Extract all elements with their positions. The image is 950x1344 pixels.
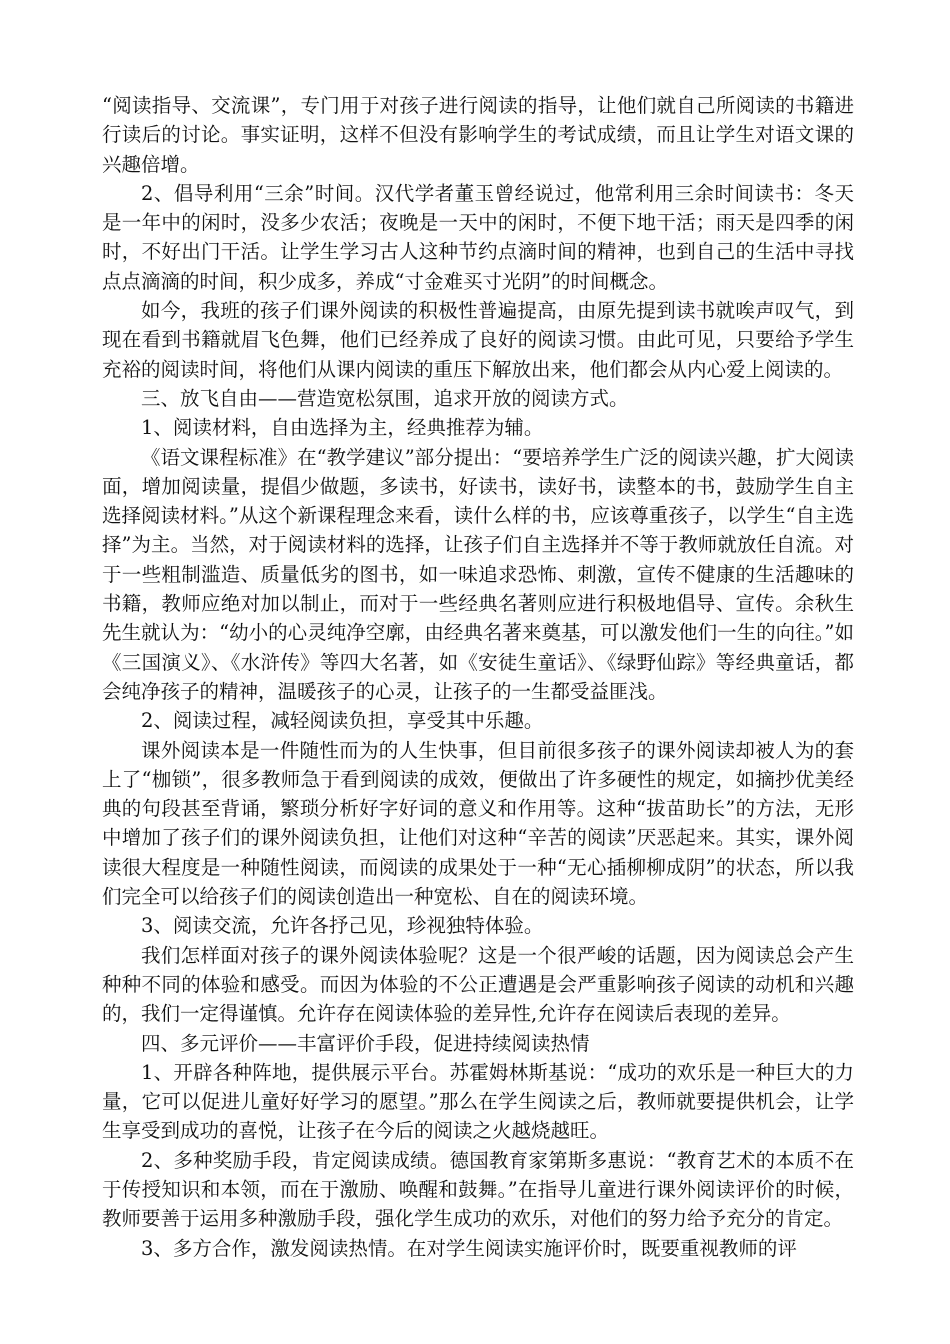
paragraph: 1、开辟各种阵地，提供展示平台。苏霍姆林斯基说：“成功的欢乐是一种巨大的力量，它可以促进儿童好好学习的愿望。”那么在学生阅读之后，教师就要提供机会，让学生享受到成功的喜悦，让孩子在今后的阅读之火越烧越旺。 bbox=[102, 1060, 854, 1143]
subsection-heading: 3、阅读交流，允许各抒己见，珍视独特体验。 bbox=[141, 914, 544, 938]
paragraph: 如今，我班的孩子们课外阅读的积极性普遍提高，由原先提到读书就唉声叹气，到现在看到书籍就眉飞色舞，他们已经养成了良好的阅读习惯。由此可见，只要给予学生充裕的阅读时间，将他们从课内阅读的重压下解放出来，他们都会从内心爱上阅读的。 bbox=[102, 299, 854, 381]
paragraph: 3、多方合作，激发阅读热情。在对学生阅读实施评价时，既要重视教师的评 bbox=[141, 1236, 797, 1260]
section-heading: 三、放飞自由——营造宽松氛围，追求开放的阅读方式。 bbox=[141, 386, 629, 410]
subsection-heading: 2、阅读过程，减轻阅读负担，享受其中乐趣。 bbox=[141, 709, 544, 733]
paragraph: 我们怎样面对孩子的课外阅读体验呢？这是一个很严峻的话题，因为阅读总会产生种种不同的体验和感受。而因为体验的不公正遭遇是会严重影响孩子阅读的动机和兴趣的，我们一定得谨慎。允许存在阅读体验的差异性,允许存在阅读后表现的差异。 bbox=[102, 943, 854, 1026]
paragraph: 《语文课程标准》在“教学建议”部分提出：“要培养学生广泛的阅读兴趣，扩大阅读面，增加阅读量，提倡少做题，多读书，好读书，读好书，读整本的书，鼓励学生自主选择阅读材料。”从这个新课程理念来看，读什么样的书，应该尊重孩子，以学生“自主选择”为主。当然，对于阅读材料的选择，让孩子们自主选择并不等于教师就放任自流。对于一些粗制滥造、质量低劣的图书，如一味追求恐怖、刺激，宣传不健康的生活趣味的书籍，教师应绝对加以制止，而对于一些经典名著则应进行积极地倡导、宣传。余秋生先生就认为：“幼小的心灵纯净空廓，由经典名著来奠基，可以激发他们一生的向往。”如《三国演义》、《水浒传》等四大名著，如《安徒生童话》、《绿野仙踪》等经典童话，都会纯净孩子的精神，温暖孩子的心灵，让孩子的一生都受益匪浅。 bbox=[102, 445, 854, 703]
paragraph: “阅读指导、交流课”，专门用于对孩子进行阅读的指导，让他们就自己所阅读的书籍进行读后的讨论。事实证明，这样不但没有影响学生的考试成绩，而且让学生对语文课的兴趣倍增。 bbox=[102, 94, 854, 176]
document-body bbox=[102, 91, 854, 1263]
subsection-heading: 1、阅读材料，自由选择为主，经典推荐为辅。 bbox=[141, 416, 544, 440]
paragraph: 2、倡导利用“三余”时间。汉代学者董玉曾经说过，他常利用三余时间读书：冬天是一年中的闲时，没多少农活；夜晚是一天中的闲时，不便下地干活；雨天是四季的闲时，不好出门干活。让学生学习古人这种节约点滴时间的精神，也到自己的生活中寻找点点滴滴的时间，积少成多，养成“寸金难买寸光阴”的时间概念。 bbox=[102, 181, 854, 293]
paragraph: 2、多种奖励手段，肯定阅读成绩。德国教育家第斯多惠说：“教育艺术的本质不在于传授知识和本领，而在于激励、唤醒和鼓舞。”在指导儿童进行课外阅读评价的时候，教师要善于运用多种激励手段，强化学生成功的欢乐，对他们的努力给予充分的肯定。 bbox=[102, 1148, 854, 1231]
section-heading: 四、多元评价——丰富评价手段，促进持续阅读热情 bbox=[141, 1031, 590, 1055]
paragraph: 课外阅读本是一件随性而为的人生快事，但目前很多孩子的课外阅读却被人为的套上了“枷锁”，很多教师急于看到阅读的成效，便做出了许多硬性的规定，如摘抄优美经典的句段甚至背诵，繁琐分析好字好词的意义和作用等。这种“拔苗助长”的方法，无形中增加了孩子们的课外阅读负担，让他们对这种“辛苦的阅读”厌恶起来。其实，课外阅读很大程度是一种随性阅读，而阅读的成果处于一种“无心插柳柳成阴”的状态，所以我们完全可以给孩子们的阅读创造出一种宽松、自在的阅读环境。 bbox=[102, 738, 854, 909]
